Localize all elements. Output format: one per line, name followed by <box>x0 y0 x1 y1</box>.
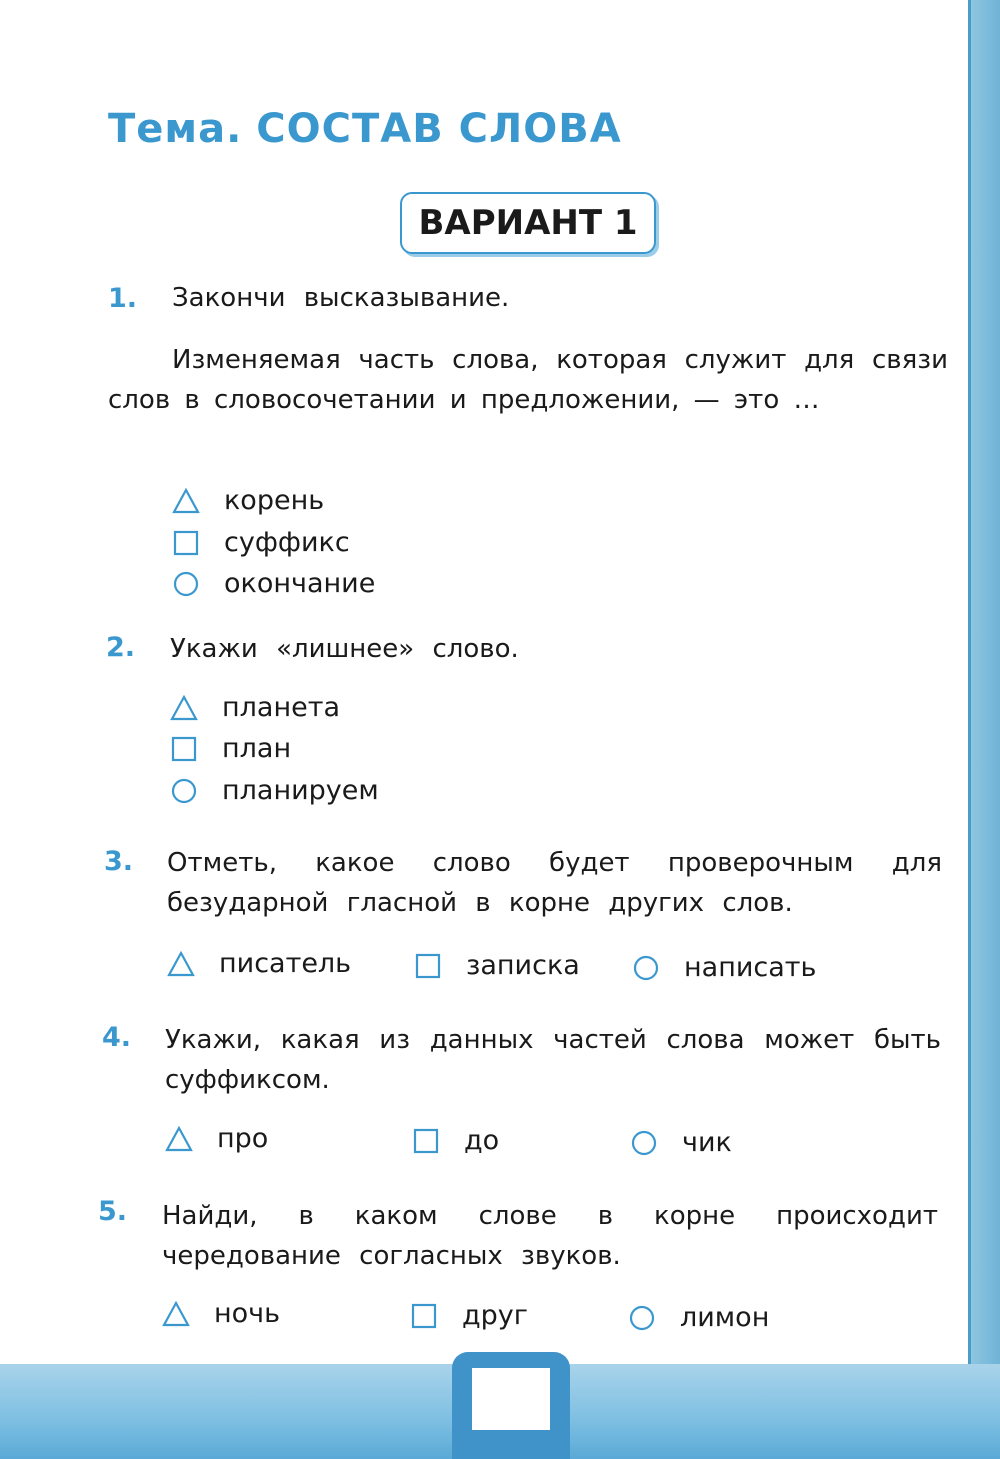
topic-name: СОСТАВ СЛОВА <box>256 106 622 152</box>
option-q4-c[interactable] <box>630 1127 732 1158</box>
page-number-blank <box>472 1368 550 1430</box>
square-icon <box>410 1302 438 1330</box>
question-text: Найди, в каком слове в корне происходит чередование согласных звуков. <box>162 1201 938 1271</box>
option-q4-a[interactable] <box>165 1123 268 1154</box>
circle-icon <box>628 1304 656 1332</box>
option-q3-a[interactable] <box>167 948 351 979</box>
square-icon <box>412 1127 440 1155</box>
question-text: Закончи высказывание. <box>172 283 510 313</box>
question-number: 1. <box>108 283 138 314</box>
question-number: 3. <box>104 846 134 877</box>
triangle-icon <box>165 1125 193 1153</box>
circle-icon <box>170 777 198 805</box>
option-q5-b[interactable] <box>410 1300 528 1331</box>
page-edge-decoration <box>970 0 1000 1459</box>
option-label: чик <box>682 1127 732 1158</box>
option-label: планета <box>222 692 340 723</box>
option-q5-c[interactable] <box>628 1302 769 1333</box>
triangle-icon <box>167 950 195 978</box>
option-q4-b[interactable] <box>412 1125 499 1156</box>
option-q5-a[interactable] <box>162 1298 280 1329</box>
square-icon <box>414 952 442 980</box>
question-text: Укажи «лишнее» слово. <box>170 634 519 664</box>
circle-icon <box>632 954 660 982</box>
option-label: про <box>217 1123 269 1154</box>
option-q2-c[interactable] <box>170 775 379 806</box>
question-number: 2. <box>106 632 136 663</box>
option-q2-a[interactable] <box>170 692 340 723</box>
triangle-icon <box>170 694 198 722</box>
variant-badge <box>400 192 656 254</box>
option-q3-c[interactable] <box>632 952 816 983</box>
triangle-icon <box>162 1300 190 1328</box>
option-q2-b[interactable] <box>170 733 291 764</box>
question-text: Отметь, какое слово будет проверочным для безударной гласной в корне других слов. <box>167 848 942 918</box>
page-number-box <box>452 1352 570 1459</box>
question-number: 5. <box>98 1196 128 1227</box>
question-number: 4. <box>102 1022 132 1053</box>
question-detail: Изменяемая часть слова, которая служит для связи слов в словосочетании и предложении, — это … <box>108 345 948 415</box>
option-label: до <box>464 1125 500 1156</box>
option-label: написать <box>684 952 817 983</box>
option-label: лимон <box>680 1302 770 1333</box>
square-icon <box>170 735 198 763</box>
triangle-icon <box>172 487 200 515</box>
option-label: окончание <box>224 568 376 599</box>
option-q1-c[interactable] <box>172 568 375 599</box>
page-title <box>108 106 622 152</box>
option-q1-a[interactable] <box>172 485 324 516</box>
question-text: Укажи, какая из данных частей слова может быть суффиксом. <box>165 1025 941 1095</box>
option-label: писатель <box>219 948 352 979</box>
topic-prefix: Тема. <box>108 106 243 152</box>
square-icon <box>172 529 200 557</box>
option-label: друг <box>462 1300 528 1331</box>
circle-icon <box>630 1129 658 1157</box>
circle-icon <box>172 570 200 598</box>
option-q1-b[interactable] <box>172 527 350 558</box>
option-label: суффикс <box>224 527 350 558</box>
variant-label: ВАРИАНТ 1 <box>418 203 638 243</box>
option-label: план <box>222 733 292 764</box>
option-q3-b[interactable] <box>414 950 580 981</box>
option-label: записка <box>466 950 580 981</box>
option-label: планируем <box>222 775 379 806</box>
option-label: корень <box>224 485 325 516</box>
option-label: ночь <box>214 1298 281 1329</box>
